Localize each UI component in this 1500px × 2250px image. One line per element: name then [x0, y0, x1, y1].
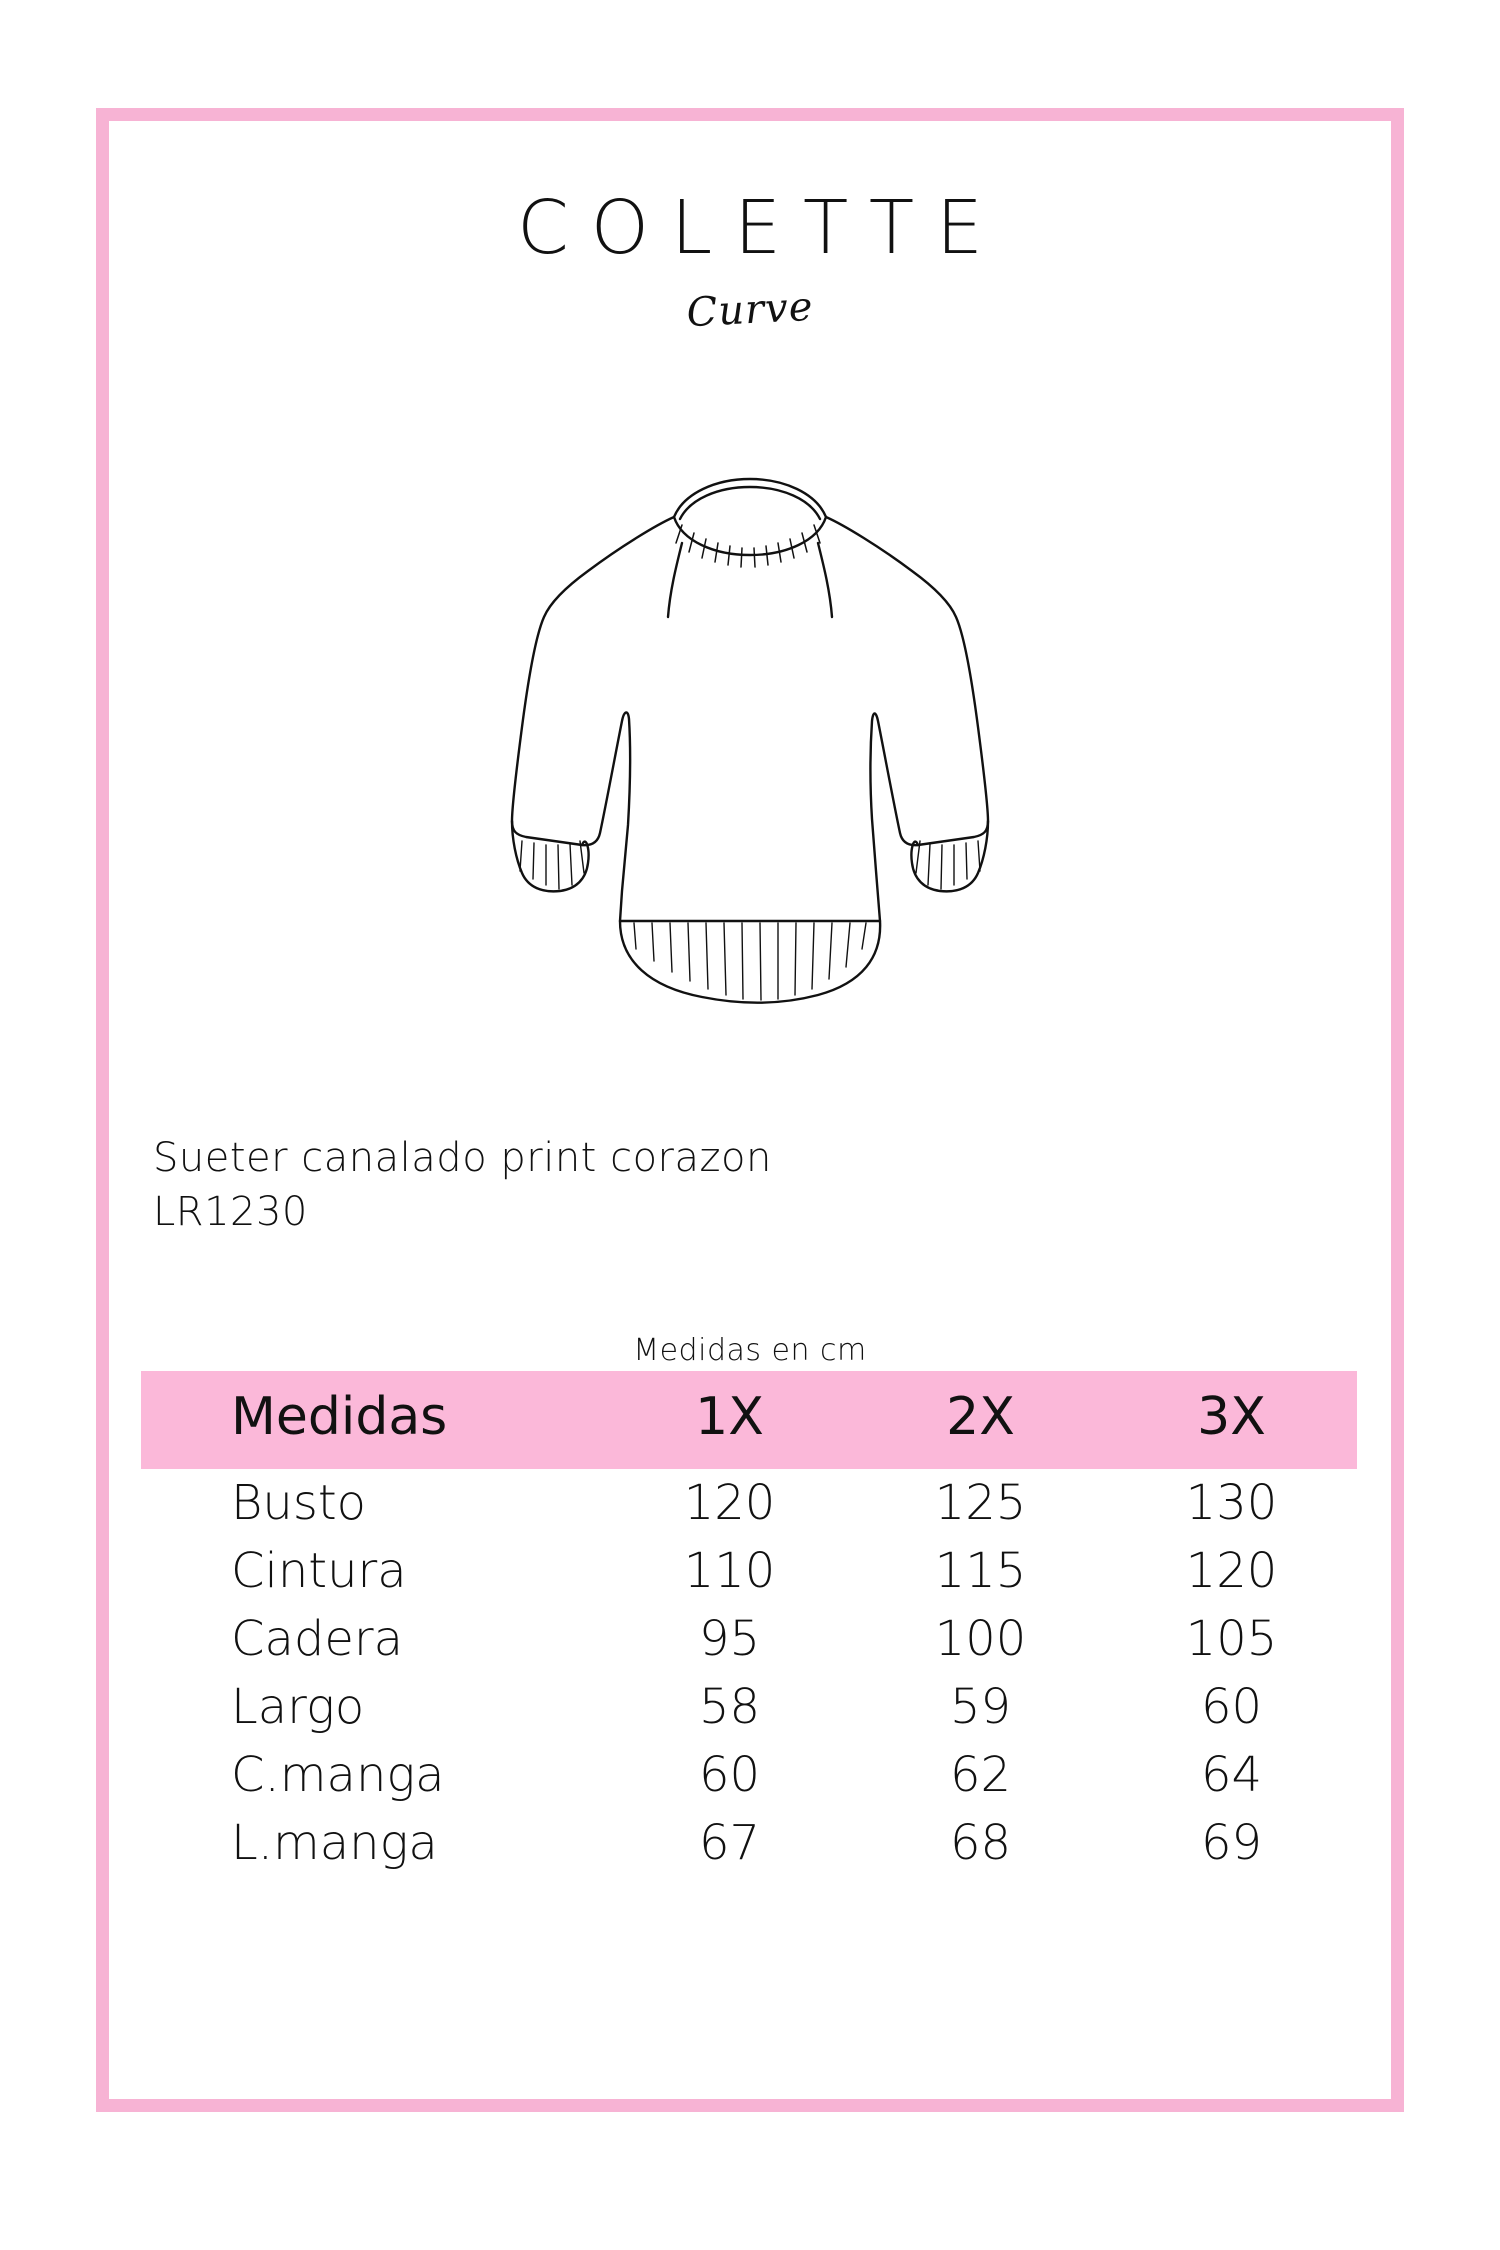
cell-1x: 110: [683, 1543, 776, 1599]
row-label: Busto: [231, 1475, 367, 1531]
cell-3x: 69: [1200, 1815, 1263, 1871]
cell-3x: 60: [1200, 1679, 1263, 1735]
table-row: [141, 1741, 1357, 1809]
cell-3x: 64: [1200, 1747, 1263, 1803]
cell-2x: 62: [949, 1747, 1012, 1803]
row-label: Largo: [231, 1679, 365, 1735]
cell-1x: 60: [698, 1747, 761, 1803]
table-row: [141, 1809, 1357, 1877]
cell-2x: 68: [949, 1815, 1012, 1871]
column-header-2x: 2X: [946, 1387, 1015, 1447]
cell-1x: 120: [683, 1475, 776, 1531]
cell-3x: 130: [1185, 1475, 1278, 1531]
sweater-illustration: [470, 421, 1030, 1041]
table-row: [141, 1673, 1357, 1741]
cell-1x: 67: [698, 1815, 761, 1871]
size-table-wrapper: [141, 1371, 1357, 1877]
cell-3x: 120: [1185, 1543, 1278, 1599]
column-header-1x: 1X: [695, 1387, 764, 1447]
table-row: [141, 1469, 1357, 1537]
product-name: Sueter canalado print corazon: [153, 1135, 772, 1181]
table-row: [141, 1605, 1357, 1673]
units-label: Medidas en cm: [633, 1333, 867, 1368]
cell-1x: 58: [698, 1679, 761, 1735]
product-info: [153, 1131, 1333, 1239]
row-label: C.manga: [231, 1747, 445, 1803]
size-table-head: [141, 1371, 1357, 1469]
cell-2x: 59: [949, 1679, 1012, 1735]
cell-2x: 100: [934, 1611, 1027, 1667]
size-table-header-row: [141, 1371, 1357, 1469]
ribbed-sweater-icon: [470, 421, 1030, 1041]
pink-bordered-frame: [96, 108, 1404, 2112]
brand-name: COLETTE: [517, 185, 1005, 271]
row-label: Cadera: [231, 1611, 404, 1667]
brand-subtitle: Curve: [685, 283, 815, 337]
size-table-body: [141, 1469, 1357, 1877]
size-table: [141, 1371, 1357, 1877]
cell-3x: 105: [1185, 1611, 1278, 1667]
row-label: Cintura: [231, 1543, 407, 1599]
cell-2x: 125: [934, 1475, 1027, 1531]
row-label: L.manga: [231, 1815, 438, 1871]
brand-block: [109, 185, 1391, 337]
cell-1x: 95: [698, 1611, 761, 1667]
table-row: [141, 1537, 1357, 1605]
column-header-3x: 3X: [1197, 1387, 1266, 1447]
column-header-measures: Medidas: [231, 1387, 448, 1447]
cell-2x: 115: [934, 1543, 1027, 1599]
product-code: LR1230: [153, 1189, 308, 1235]
